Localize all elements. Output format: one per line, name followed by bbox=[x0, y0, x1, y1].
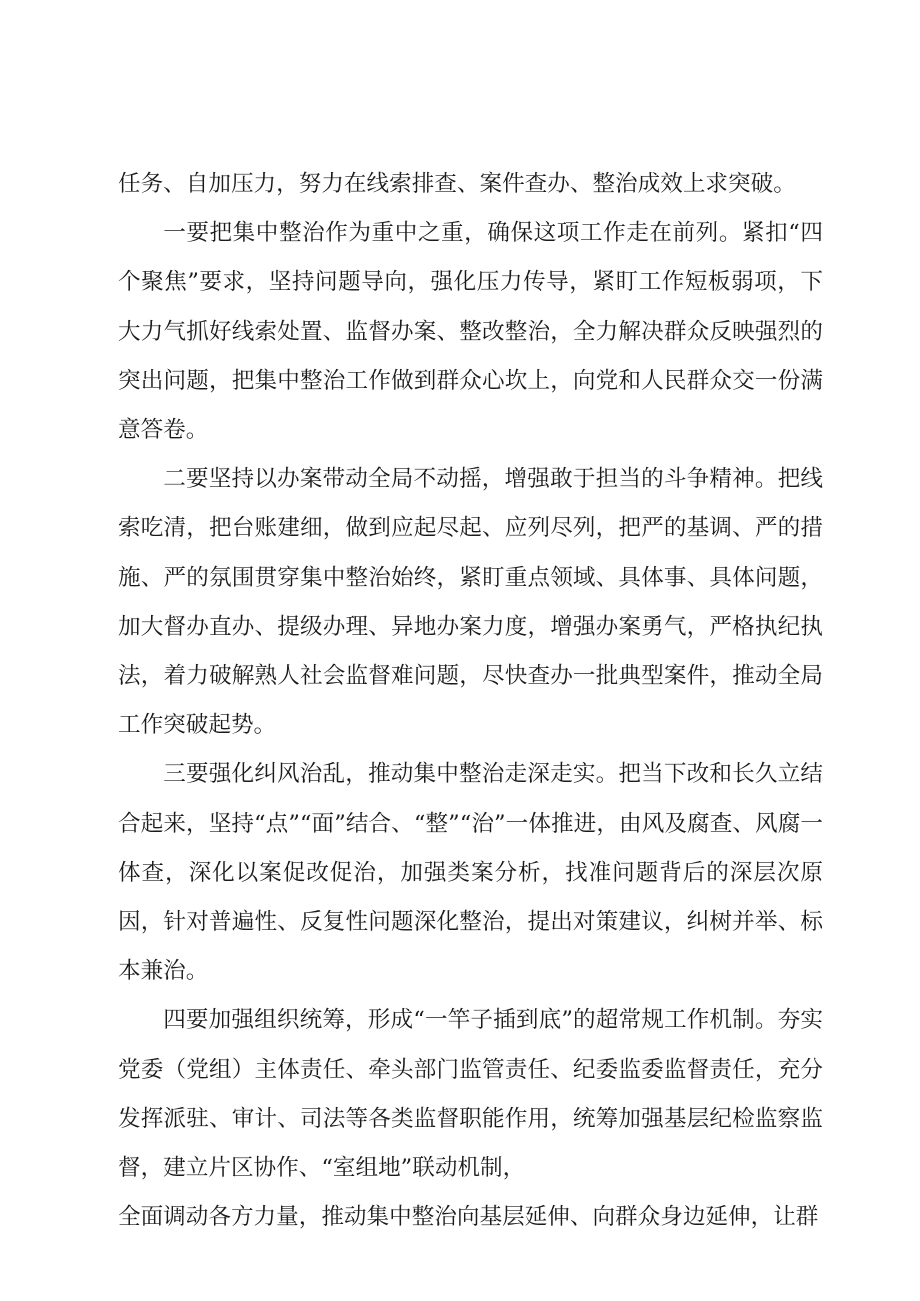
paragraph-point-one: 一要把集中整治作为重中之重，确保这项工作走在前列。紧扣“四个聚焦”要求，坚持问题导向，强化压力传导，紧盯工作短板弱项，下大力气抓好线索处置、监督办案、整改整治，全力解决群众反映强烈的突出问题，把集中整治工作做到群众心坎上，向党和人民群众交一份满意答卷。 bbox=[118, 220, 823, 444]
document-body bbox=[118, 160, 823, 1242]
paragraph-trailing-line: 全面调动各方力量，推动集中整治向基层延伸、向群众身边延伸，让群 bbox=[118, 1204, 819, 1231]
paragraph-point-four: 四要加强组织统筹，形成“一竿子插到底”的超常规工作机制。夯实党委（党组）主体责任、牵头部门监管责任、纪委监委监督责任，充分发挥派驻、审计、司法等各类监督职能作用，统筹加强基层纪检监察监督，建立片区协作、“室组地”联动机制， bbox=[118, 1007, 823, 1182]
paragraph-point-two: 二要坚持以办案带动全局不动摇，增强敢于担当的斗争精神。把线索吃清，把台账建细，做到应起尽起、应列尽列，把严的基调、严的措施、严的氛围贯穿集中整治始终，紧盯重点领域、具体事、具体问题，加大督办直办、提级办理、异地办案力度，增强办案勇气，严格执纪执法，着力破解熟人社会监督难问题，尽快查办一批典型案件，推动全局工作突破起势。 bbox=[118, 466, 823, 739]
paragraph-point-three: 三要强化纠风治乱，推动集中整治走深走实。把当下改和长久立结合起来，坚持“点”“面”结合、“整”“治”一体推进，由风及腐查、风腐一体查，深化以案促改促治，加强类案分析，找准问题背后的深层次原因，针对普遍性、反复性问题深化整治，提出对策建议，纠树并举、标本兼治。 bbox=[118, 761, 823, 985]
paragraph-continuation: 任务、自加压力，努力在线索排查、案件查办、整治成效上求突破。 bbox=[118, 171, 796, 197]
